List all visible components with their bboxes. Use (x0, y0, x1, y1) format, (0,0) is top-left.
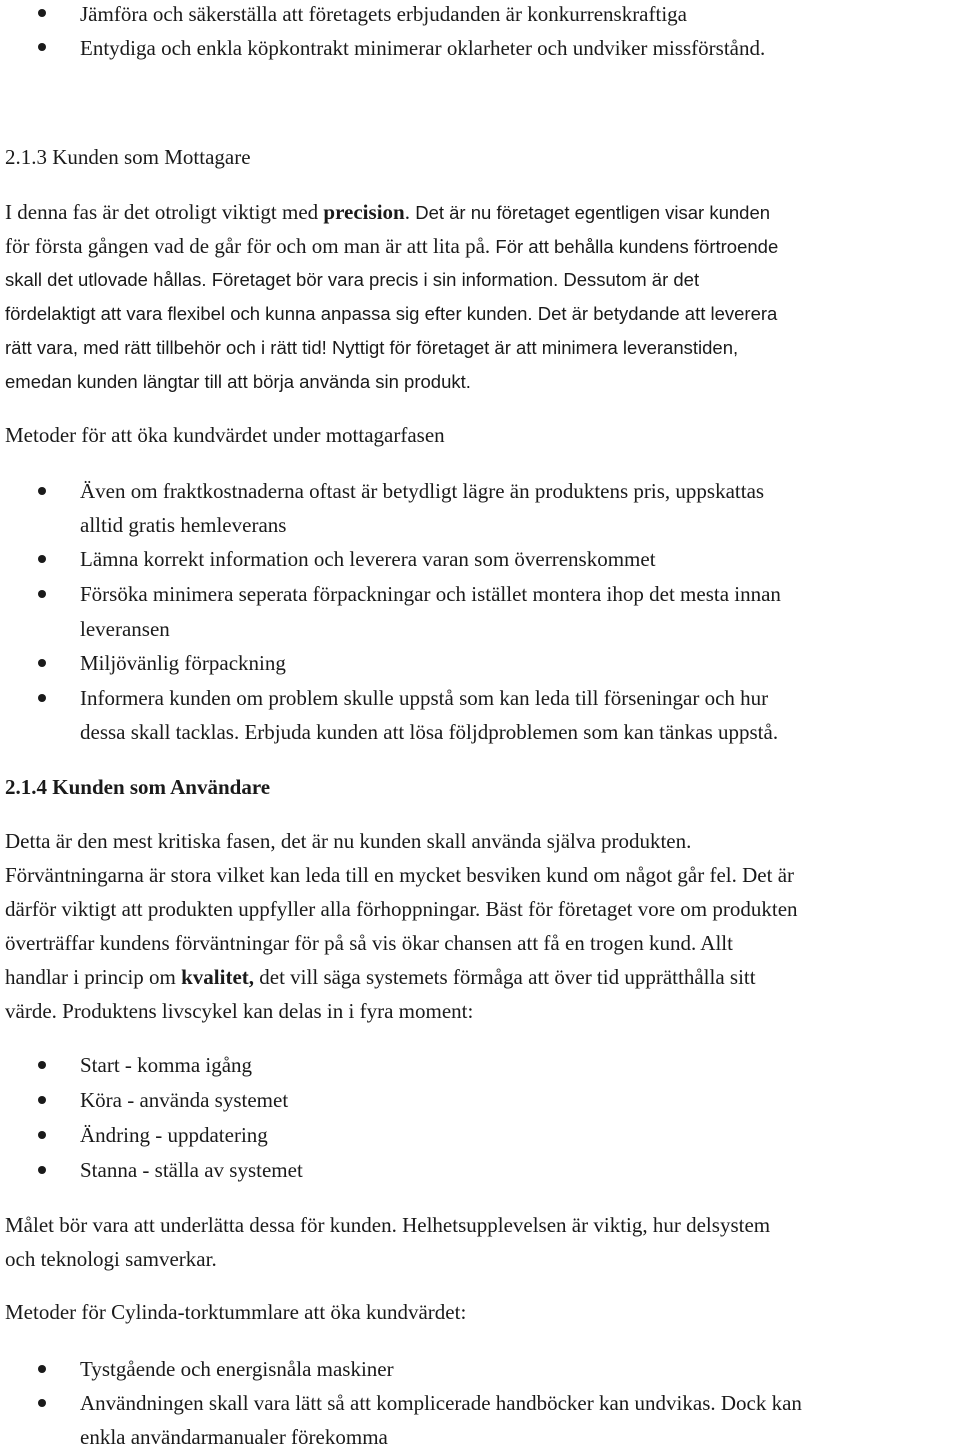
bullet-dot (38, 487, 46, 495)
methods-title: Metoder för Cylinda-torktummlare att öka kundvärdet: (5, 1300, 467, 1324)
list-item: Även om fraktkostnaderna oftast är betydligt lägre än produktens pris, uppskattas (80, 479, 765, 503)
list-item-continuation: dessa skall tacklas. Erbjuda kunden att lösa följdproblemen som kan tänkas uppstå. (80, 720, 779, 744)
bullet-dot (38, 659, 46, 667)
bullet-dot (38, 1131, 46, 1139)
bullet-dot (38, 590, 46, 598)
paragraph-line: och teknologi samverkar. (5, 1247, 217, 1271)
paragraph-line: överträffar kundens förväntningar för på så vis ökar chansen att få en trogen kund. Allt (5, 931, 733, 955)
list-item: Tystgående och energisnåla maskiner (80, 1357, 394, 1381)
list-item: Jämföra och säkerställa att företagets erbjudanden är konkurrenskraftiga (80, 2, 687, 26)
list-item-continuation: leveransen (80, 617, 170, 641)
list-item: Start - komma igång (80, 1053, 253, 1077)
list-item: Entydiga och enkla köpkontrakt minimerar oklarheter och undviker missförstånd. (80, 36, 766, 60)
list-item: Ändring - uppdatering (80, 1123, 268, 1147)
bullet-dot (38, 694, 46, 702)
bullet-dot (38, 1399, 46, 1407)
paragraph-line: emedan kunden längtar till att börja använda sin produkt. (5, 371, 471, 392)
paragraph-line: rätt vara, med rätt tillbehör och i rätt tid! Nyttigt för företaget är att minimera leveranstiden, (5, 337, 739, 358)
paragraph-line: Detta är den mest kritiska fasen, det är nu kunden skall använda själva produkten. (5, 829, 692, 853)
paragraph-line: värde. Produktens livscykel kan delas in i fyra moment: (5, 999, 474, 1023)
list-item: Stanna - ställa av systemet (80, 1158, 303, 1182)
paragraph-line: därför viktigt att produkten uppfyller alla förhoppningar. Bäst för företaget vore om produkten (5, 897, 798, 921)
bullet-dot (38, 1096, 46, 1104)
list-item: Köra - använda systemet (80, 1088, 289, 1112)
paragraph-line: handlar i princip om kvalitet, det vill säga systemets förmåga att över tid upprätthålla sitt (5, 965, 756, 989)
methods-title: Metoder för att öka kundvärdet under mottagarfasen (5, 423, 445, 447)
bullet-dot (38, 1061, 46, 1069)
paragraph-line: skall det utlovade hållas. Företaget bör vara precis i sin information. Dessutom är det (5, 269, 700, 290)
list-item: Försöka minimera seperata förpackningar och istället montera ihop det mesta innan (80, 582, 781, 606)
bullet-dot (38, 1365, 46, 1373)
list-item: Lämna korrekt information och leverera varan som överrenskommet (80, 547, 656, 571)
bullet-dot (38, 9, 46, 17)
section-heading: 2.1.4 Kunden som Användare (5, 775, 271, 799)
paragraph-line: I denna fas är det otroligt viktigt med precision. Det är nu företaget egentligen visar kunden (5, 200, 771, 224)
list-item: Miljövänlig förpackning (80, 651, 286, 675)
bullet-dot (38, 555, 46, 563)
list-item-continuation: alltid gratis hemleverans (80, 513, 287, 537)
section-heading: 2.1.3 Kunden som Mottagare (5, 145, 251, 169)
paragraph-line: Målet bör vara att underlätta dessa för kunden. Helhetsupplevelsen är viktig, hur delsystem (5, 1213, 771, 1237)
paragraph-line: fördelaktigt att vara flexibel och kunna anpassa sig efter kunden. Det är betydande att leverera (5, 303, 778, 324)
list-item-continuation: enkla användarmanualer förekomma (80, 1425, 388, 1449)
list-item: Användningen skall vara lätt så att komplicerade handböcker kan undvikas. Dock kan (80, 1391, 802, 1415)
list-item: Informera kunden om problem skulle uppstå som kan leda till förseningar och hur (80, 686, 769, 710)
paragraph-line: Förväntningarna är stora vilket kan leda till en mycket besviken kund om något går fel. Det är (5, 863, 795, 887)
bullet-dot (38, 43, 46, 51)
paragraph-line: för första gången vad de går för och om man är att lita på. För att behålla kundens förtroende (5, 234, 779, 258)
bullet-dot (38, 1166, 46, 1174)
